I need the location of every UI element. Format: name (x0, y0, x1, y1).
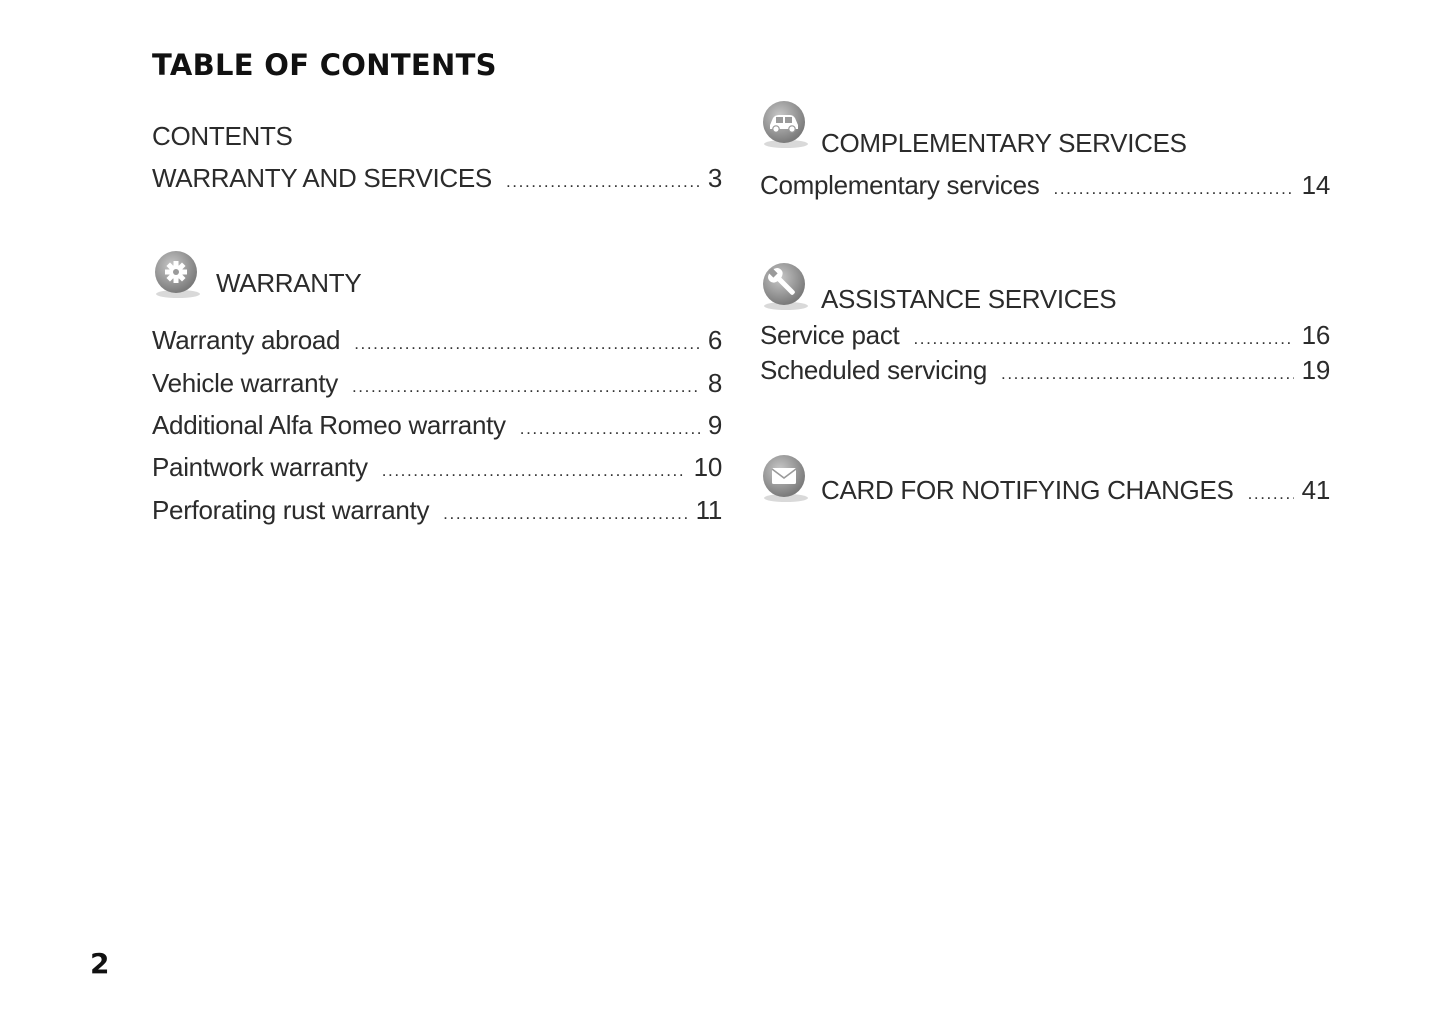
envelope-icon (760, 452, 812, 504)
leader-dots (1248, 484, 1294, 504)
toc-entry-page: 10 (693, 452, 722, 482)
toc-entry-service-pact[interactable] (760, 320, 1330, 351)
toc-entry-warranty-abroad[interactable] (152, 325, 722, 356)
section-assistance-header (760, 260, 1330, 320)
contents-heading: CONTENTS (152, 121, 293, 151)
section-warranty-header (152, 248, 722, 308)
toc-entry-page: 19 (1301, 355, 1330, 385)
toc-entry-label: Scheduled servicing (760, 355, 987, 385)
toc-entry-label: Service pact (760, 320, 900, 350)
toc-entry-page: 11 (695, 495, 722, 525)
toc-entry-warranty-and-services[interactable] (152, 163, 722, 194)
toc-entry-page: 41 (1301, 475, 1330, 505)
leader-dots (352, 377, 700, 397)
section-complementary-header (760, 98, 1330, 158)
toc-entry-label: Vehicle warranty (152, 368, 338, 398)
toc-entry-label: Paintwork warranty (152, 452, 368, 482)
section-card-header[interactable] (760, 452, 1330, 512)
toc-entry-perforating-rust-warranty[interactable] (152, 495, 722, 526)
toc-entry-paintwork-warranty[interactable] (152, 452, 722, 483)
leader-dots (506, 172, 700, 192)
page-number: 2 (90, 947, 110, 980)
gear-icon (152, 248, 204, 300)
leader-dots (354, 334, 700, 354)
leader-dots (382, 461, 686, 481)
toc-entry-page: 8 (707, 368, 722, 398)
leader-dots (1054, 179, 1294, 199)
toc-right-column (760, 0, 1330, 560)
toc-left-column (152, 0, 722, 560)
car-icon (760, 98, 812, 150)
toc-entry-label: Warranty abroad (152, 325, 341, 355)
leader-dots (1001, 364, 1294, 384)
section-assistance-title: ASSISTANCE SERVICES (821, 284, 1117, 314)
toc-entry-card-for-notifying-changes[interactable] (821, 475, 1330, 506)
toc-entry-label: CARD FOR NOTIFYING CHANGES (821, 475, 1234, 505)
toc-entry-page: 3 (707, 163, 722, 193)
section-complementary-title: COMPLEMENTARY SERVICES (821, 128, 1187, 158)
toc-entry-scheduled-servicing[interactable] (760, 355, 1330, 386)
toc-entry-complementary-services[interactable] (760, 170, 1330, 201)
toc-entry-page: 9 (707, 410, 722, 440)
toc-entry-label: WARRANTY AND SERVICES (152, 163, 492, 193)
leader-dots (443, 504, 687, 524)
toc-entry-page: 16 (1301, 320, 1330, 350)
toc-entry-page: 14 (1301, 170, 1330, 200)
section-warranty-title: WARRANTY (216, 268, 362, 298)
wrench-icon (760, 260, 812, 312)
toc-entry-label: Complementary services (760, 170, 1040, 200)
leader-dots (520, 419, 700, 439)
toc-entry-label: Perforating rust warranty (152, 495, 430, 525)
toc-entry-label: Additional Alfa Romeo warranty (152, 410, 506, 440)
toc-entry-additional-warranty[interactable] (152, 410, 722, 441)
page-title: TABLE OF CONTENTS (152, 48, 497, 82)
toc-entry-page: 6 (707, 325, 722, 355)
toc-entry-vehicle-warranty[interactable] (152, 368, 722, 399)
leader-dots (913, 329, 1293, 349)
